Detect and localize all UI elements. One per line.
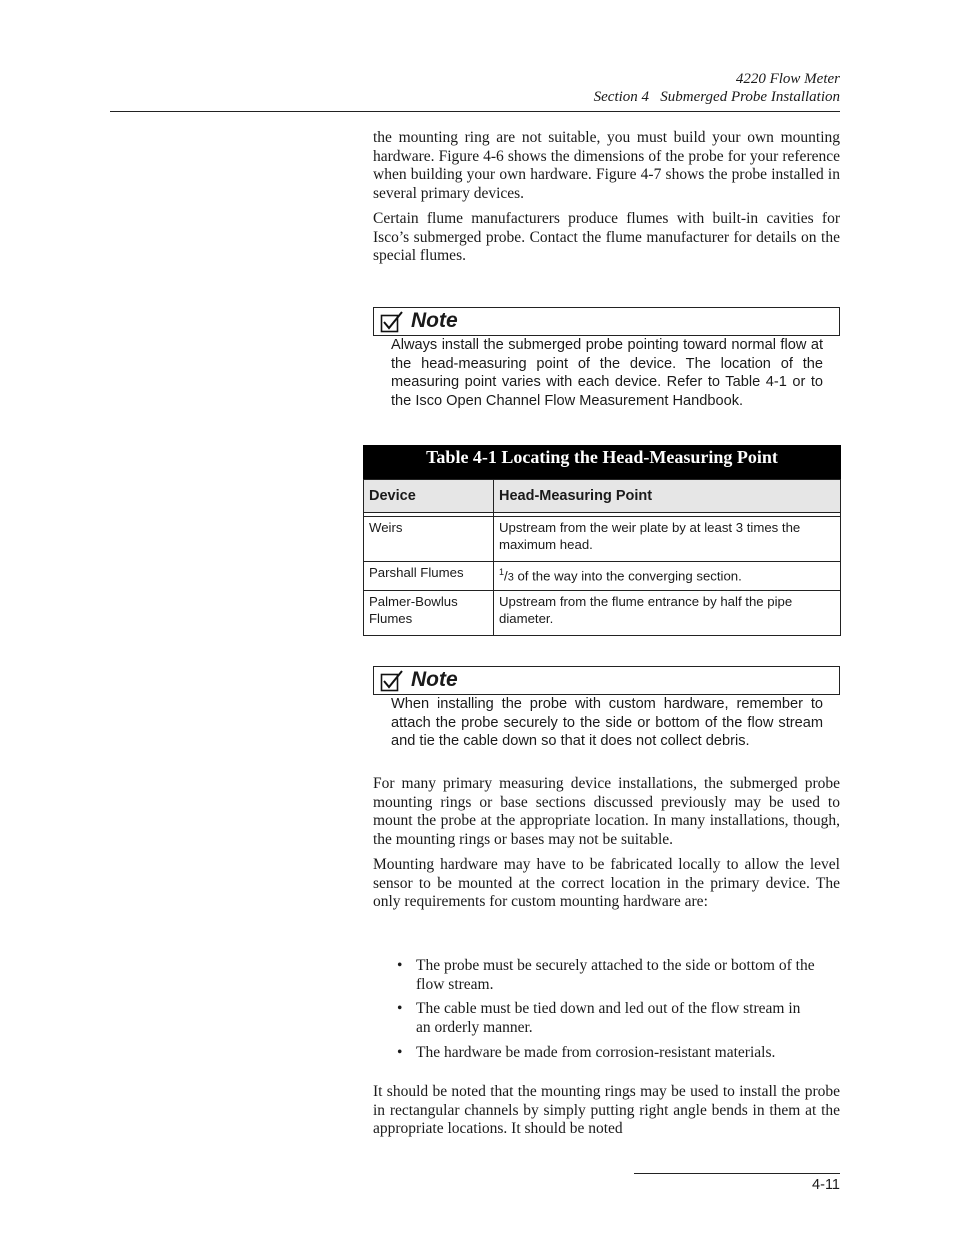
- note-header-2: [373, 666, 840, 695]
- list-item: • The probe must be securely attached to the side or bottom of the flow stream.: [395, 957, 815, 994]
- cell-point: Upstream from the weir plate by at least 3 times the maximum head.: [494, 517, 841, 562]
- checkbox-check-icon: [380, 670, 404, 692]
- fraction-denominator: 3: [507, 571, 514, 584]
- footer-rule: [634, 1173, 840, 1174]
- cell-device: Palmer-Bowlus Flumes: [364, 591, 494, 636]
- header-rule: [110, 111, 840, 112]
- intro-paragraph-1: the mounting ring are not suitable, you must build your own mounting hardware. Figure 4-6 shows the dimensions of the probe for your reference when building your own hardware. Figure 4-7 shows the probe installed in several primary devices.: [373, 129, 840, 203]
- body-text: [373, 775, 840, 912]
- closing-text: [373, 1083, 840, 1139]
- intro-paragraph-2: Certain flume manufacturers produce flumes with built-in cavities for Isco’s submerged probe. Contact the flume manufacturer for details on the special flumes.: [373, 209, 840, 265]
- note-text-2: When installing the probe with custom hardware, remember to attach the probe securely to the side or bottom of the flow stream and tie the cable down so that it does not collect debris.: [391, 696, 823, 750]
- cell-point: $^1$/3 of the way into the converging section.: [494, 562, 841, 591]
- checkbox-check-icon: [380, 311, 404, 333]
- page-number: 4-11: [812, 1177, 840, 1193]
- table-row: [364, 517, 841, 562]
- cell-device: Parshall Flumes: [364, 562, 494, 591]
- running-header: [594, 70, 840, 106]
- table-row: [364, 591, 841, 636]
- table-row: [364, 562, 841, 591]
- note-header-1: [373, 307, 840, 336]
- header-section-title: Section 4 Submerged Probe Installation: [593, 89, 840, 105]
- table-title: Table 4-1 Locating the Head-Measuring Point: [363, 445, 841, 479]
- requirements-list: [395, 957, 815, 1069]
- body-paragraph-3: It should be noted that the mounting rings may be used to install the probe in rectangular channels by simply putting right angle bends in them at the appropriate locations. It should be noted: [373, 1083, 840, 1138]
- list-item: • The cable must be tied down and led out of the flow stream in an orderly manner.: [395, 1000, 815, 1037]
- note-title: Note: [411, 309, 458, 332]
- header-manual-title: 4220 Flow Meter: [735, 71, 840, 87]
- column-header-point: Head-Measuring Point: [494, 480, 841, 513]
- intro-text: [373, 129, 840, 266]
- cell-point-text: of the way into the converging section.: [513, 568, 742, 584]
- list-item: • The hardware be made from corrosion-resistant materials.: [395, 1044, 815, 1063]
- cell-point: Upstream from the flume entrance by half the pipe diameter.: [494, 591, 841, 636]
- body-paragraph-2: Mounting hardware may have to be fabricated locally to allow the level sensor to be mounted at the correct location in the primary device. The only requirements for custom mounting hardware are:: [373, 855, 840, 911]
- cell-device: Weirs: [364, 517, 494, 562]
- note-text-1: Always install the submerged probe pointing toward normal flow at the head-measuring point of the device. The location of the measuring point varies with each device. Refer to Table 4-1 or to the Isco Open Channel Flow Measurement Handbook.: [391, 337, 823, 409]
- head-measuring-table: [363, 445, 841, 636]
- column-header-device: Device: [364, 480, 494, 513]
- fraction-numerator: 1: [499, 567, 505, 577]
- note-title: Note: [411, 668, 458, 691]
- body-paragraph-1: For many primary measuring device installations, the submerged probe mounting rings or base sections discussed previously may be used to mount the probe at the appropriate location. In many installations, though, the mounting rings or bases may not be suitable.: [373, 775, 840, 849]
- table-body: [363, 479, 841, 636]
